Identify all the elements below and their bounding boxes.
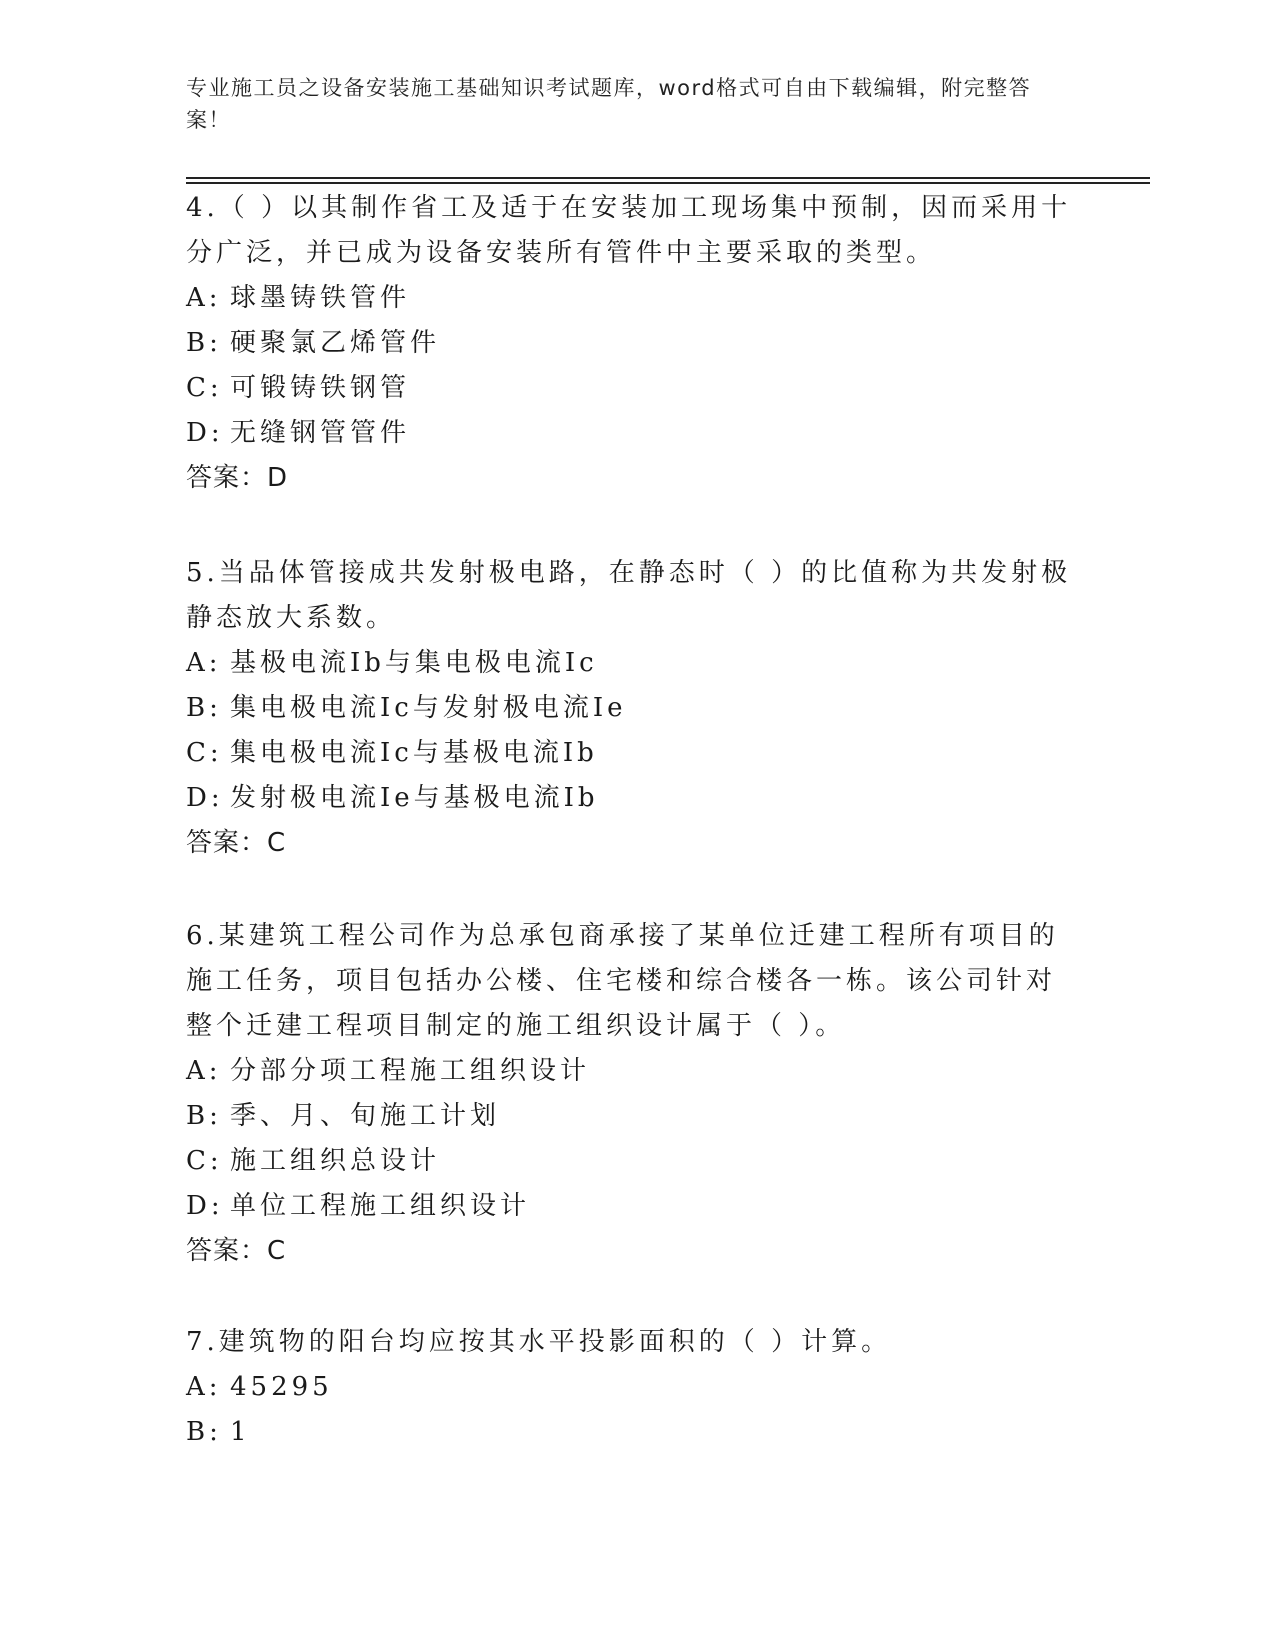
option-letter: B:	[186, 1417, 222, 1447]
header-rule-top	[186, 177, 1150, 179]
option-c	[186, 366, 1076, 411]
option-letter: A:	[186, 283, 222, 313]
option-d	[186, 1184, 1076, 1229]
option-a	[186, 641, 1076, 686]
option-a	[186, 1049, 1076, 1094]
option-letter: C:	[186, 373, 223, 403]
option-letter: A:	[186, 1372, 222, 1402]
answer-line: 答案：C	[186, 1236, 287, 1266]
question-6	[186, 914, 1076, 1274]
option-d	[186, 776, 1076, 821]
question-stem: 7.建筑物的阳台均应按其水平投影面积的（ ）计算。	[186, 1327, 892, 1357]
question-stem: 4.（ ）以其制作省工及适于在安装加工现场集中预制，因而采用十分广泛，并已成为设备安装所有管件中主要采取的类型。	[186, 193, 1072, 268]
option-letter: D:	[186, 418, 224, 448]
option-c	[186, 731, 1076, 776]
option-letter: C:	[186, 1146, 223, 1176]
option-b	[186, 1094, 1076, 1139]
answer-line: 答案：C	[186, 828, 287, 858]
answer-line: 答案：D	[186, 463, 289, 493]
option-a	[186, 1365, 1076, 1410]
option-letter: B:	[186, 328, 222, 358]
document-header: 专业施工员之设备安装施工基础知识考试题库，word格式可自由下载编辑，附完整答案！	[186, 76, 1032, 132]
option-d	[186, 411, 1076, 456]
option-letter: C:	[186, 738, 223, 768]
question-7	[186, 1320, 1076, 1455]
option-letter: A:	[186, 1056, 222, 1086]
option-text: 施工组织总设计	[230, 1146, 441, 1176]
option-letter: D:	[186, 1191, 224, 1221]
option-text: 1	[230, 1417, 251, 1447]
option-text: 硬聚氯乙烯管件	[230, 328, 441, 358]
option-letter: B:	[186, 1101, 222, 1131]
question-5	[186, 551, 1076, 866]
question-stem: 5.当品体管接成共发射极电路，在静态时（ ）的比值称为共发射极静态放大系数。	[186, 558, 1072, 633]
option-text: 可锻铸铁钢管	[230, 373, 411, 403]
option-letter: A:	[186, 648, 222, 678]
option-b	[186, 1410, 1076, 1455]
option-a	[186, 276, 1076, 321]
option-b	[186, 321, 1076, 366]
option-text: 分部分项工程施工组织设计	[230, 1056, 591, 1086]
option-letter: D:	[186, 783, 224, 813]
question-stem: 6.某建筑工程公司作为总承包商承接了某单位迁建工程所有项目的施工任务，项目包括办公楼、住宅楼和综合楼各一栋。该公司针对整个迁建工程项目制定的施工组织设计属于（ ）。	[186, 921, 1059, 1041]
option-text: 集电极电流Ic与发射极电流Ie	[230, 693, 627, 723]
option-text: 球墨铸铁管件	[230, 283, 411, 313]
option-text: 45295	[230, 1372, 333, 1402]
option-text: 季、月、旬施工计划	[230, 1101, 501, 1131]
option-text: 单位工程施工组织设计	[230, 1191, 531, 1221]
question-4	[186, 186, 1076, 501]
option-text: 基极电流Ib与集电极电流Ic	[230, 648, 598, 678]
option-text: 无缝钢管管件	[230, 418, 411, 448]
header-rule-bottom	[186, 182, 1150, 184]
option-c	[186, 1139, 1076, 1184]
option-text: 集电极电流Ic与基极电流Ib	[230, 738, 598, 768]
option-letter: B:	[186, 693, 222, 723]
option-text: 发射极电流Ie与基极电流Ib	[230, 783, 599, 813]
option-b	[186, 686, 1076, 731]
